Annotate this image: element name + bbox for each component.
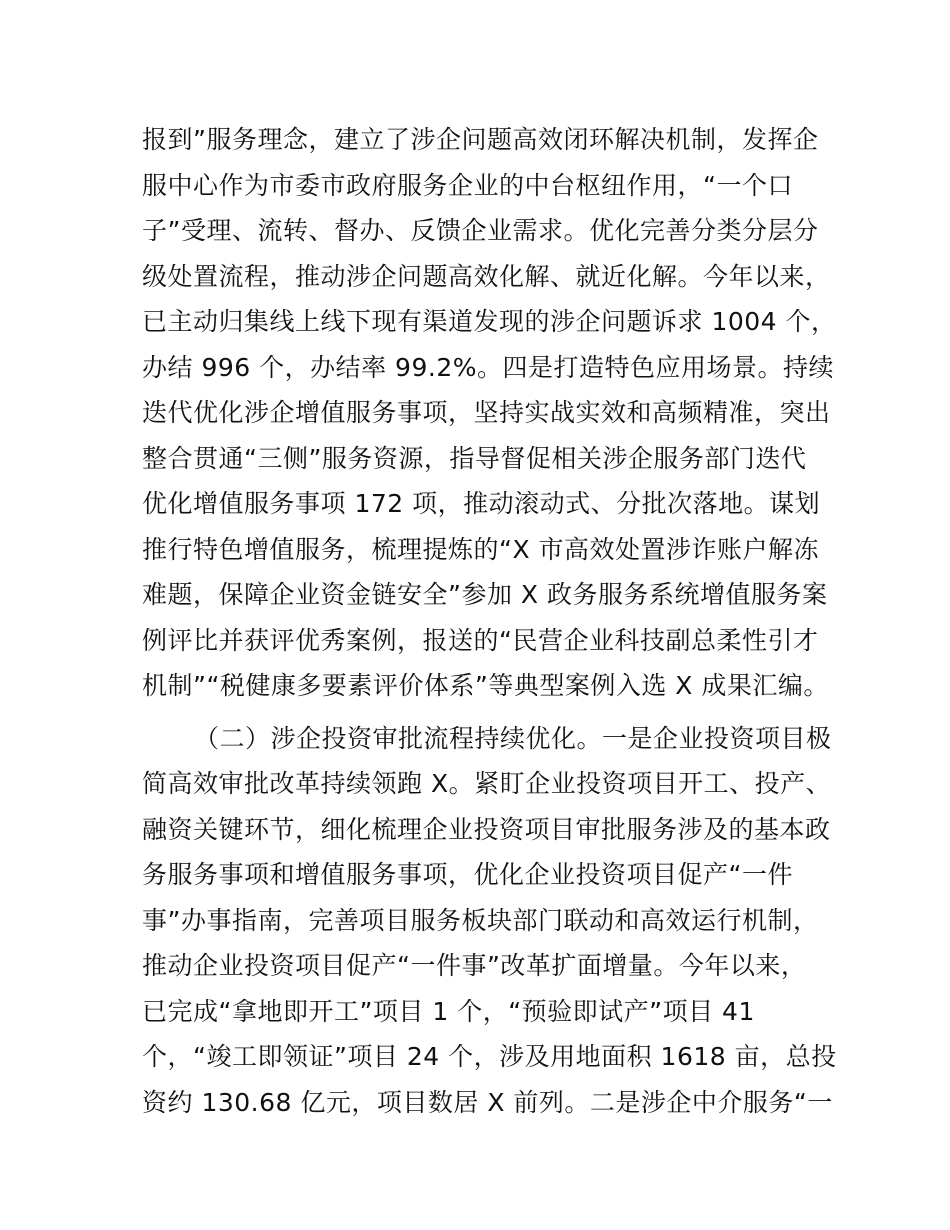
paragraph-line: 推动企业投资项目促产“一件事”改革扩面增量。今年以来， (142, 951, 807, 980)
paragraph-line: 迭代优化涉企增值服务事项，坚持实战实效和高频精准，突出 (142, 398, 831, 427)
paragraph-line: 机制”“税健康多要素评价体系”等典型案例入选 X 成果汇编。 (142, 671, 829, 700)
paragraph-line: 优化增值服务事项 172 项，推动滚动式、分批次落地。谋划 (142, 489, 821, 518)
paragraph-line: 务服务事项和增值服务事项，优化企业投资项目促产“一件 (142, 860, 793, 889)
paragraph-1 (142, 117, 837, 709)
paragraph-spacer (142, 709, 812, 716)
paragraph-line: 事”办事指南，完善项目服务板块部门联动和高效运行机制， (142, 905, 819, 935)
paragraph-line: 办结 996 个，办结率 99.2%。四是打造特色应用场景。持续 (142, 352, 834, 382)
paragraph-line: 推行特色增值服务，梳理提炼的“X 市高效处置涉诈账户解冻 (142, 534, 820, 564)
paragraph-line: 个，“竣工即领证”项目 24 个，涉及用地面积 1618 亩，总投 (142, 1042, 837, 1071)
paragraph-line: 简高效审批改革持续领跑 X。紧盯企业投资项目开工、投产、 (142, 769, 832, 798)
paragraph-line: 例评比并获评优秀案例，报送的“民营企业科技副总柔性引才 (142, 625, 819, 655)
paragraph-line: 级处置流程，推动涉企问题高效化解、就近化解。今年以来， (142, 261, 831, 291)
paragraph-line: 服中心作为市委市政府服务企业的中台枢纽作用，“一个口 (142, 170, 793, 200)
paragraph-2 (142, 716, 837, 1126)
paragraph-line: 融资关键环节，细化梳理企业投资项目审批服务涉及的基本政 (142, 814, 831, 844)
paragraph-line: 难题，保障企业资金链安全”参加 X 政务服务系统增值服务案 (142, 580, 828, 609)
section-heading-line: （二）涉企投资审批流程持续优化。一是企业投资项目极 (194, 723, 832, 753)
paragraph-line: 整合贯通“三侧”服务资源，指导督促相关涉企服务部门迭代 (142, 443, 807, 473)
paragraph-line: 已主动归集线上线下现有渠道发现的涉企问题诉求 1004 个， (142, 307, 837, 336)
paragraph-line: 已完成“拿地即开工”项目 1 个，“预验即试产”项目 41 (142, 996, 755, 1026)
paragraph-line: 子”受理、流转、督办、反馈企业需求。优化完善分类分层分 (142, 216, 819, 245)
paragraph-line: 资约 130.68 亿元，项目数居 X 前列。二是涉企中介服务“一 (142, 1087, 833, 1117)
document-body (142, 117, 837, 1125)
paragraph-line: 报到”服务理念，建立了涉企问题高效闭环解决机制，发挥企 (142, 125, 819, 154)
